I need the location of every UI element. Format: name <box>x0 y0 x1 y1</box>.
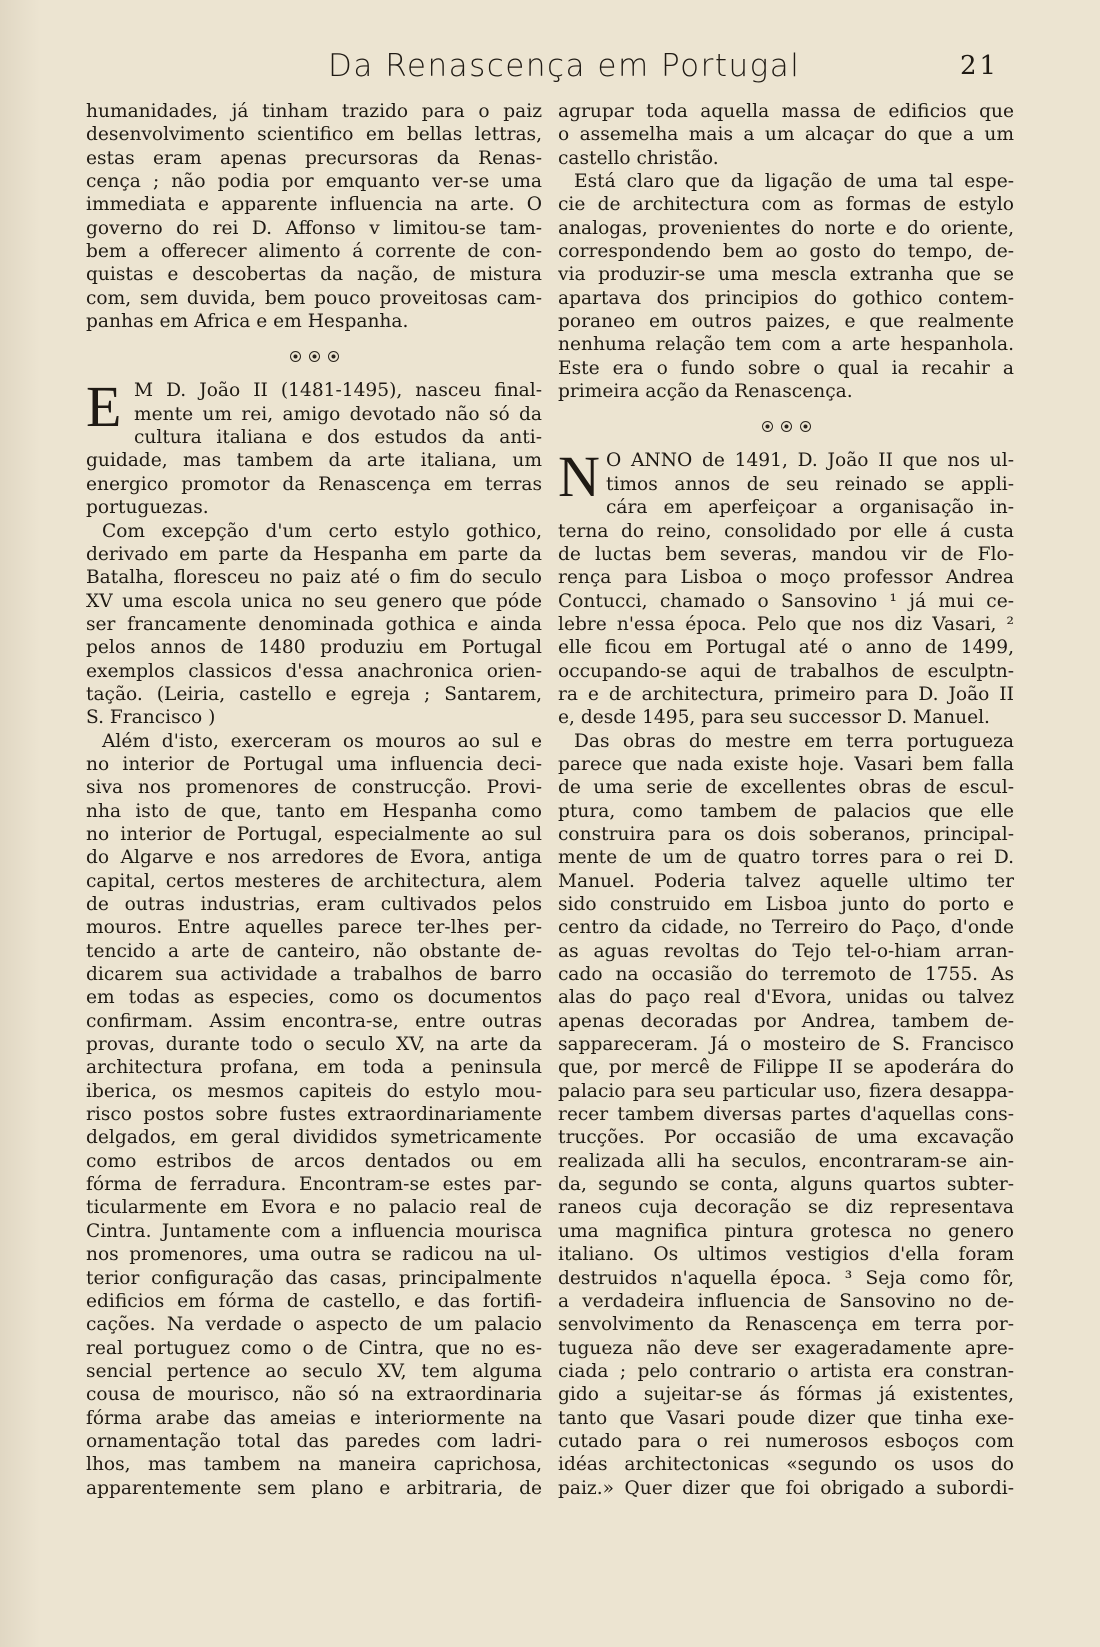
text-line: recer tambem diversas partes d'aquellas cons- <box>558 1104 1014 1126</box>
text-line: Está claro que da ligação de uma tal espe- <box>574 171 1014 193</box>
text-line: cára em aperfeiçoar a organisação in- <box>606 497 1014 519</box>
paragraph <box>86 100 542 333</box>
text-line: tencido a arte de canteiro, não obstante de- <box>86 940 542 962</box>
text-line: capital, certos mesteres de architectura, alem <box>86 870 542 892</box>
text-line: sappareceram. Já o mosteiro de S. Francisco <box>558 1034 1014 1056</box>
text-line: agrupar toda aquella massa de edificios que <box>558 101 1014 122</box>
ornament-dot-icon <box>781 421 792 432</box>
text-line: cado na occasião do terremoto de 1755. As <box>558 964 1014 986</box>
text-line: alas do paço real d'Evora, unidas ou talvez <box>558 987 1014 1009</box>
text-line: nenhuma relação tem com a arte hespanhola. <box>558 334 1014 356</box>
drop-cap: E <box>86 374 122 440</box>
ornament-dot-icon <box>762 421 773 432</box>
text-line: no interior de Portugal, especialmente ao sul <box>86 823 542 845</box>
text-line: que, por mercê de Filippe II se apoderára do <box>558 1057 1014 1079</box>
ornament-dot-icon <box>290 351 301 362</box>
text-line: quistas e descobertas da nação, de mistura <box>86 264 542 286</box>
text-line: as aguas revoltas do Tejo tel-o-hiam arran- <box>558 940 1014 962</box>
text-line: governo do rei D. Affonso v limitou-se tam- <box>86 217 542 239</box>
text-line: mouros. Entre aquelles parece ter-lhes per- <box>86 917 542 939</box>
text-line: dicarem sua actividade a trabalhos de barro <box>86 964 542 986</box>
text-line: risco postos sobre fustes extraordinariamente <box>86 1104 542 1126</box>
text-line: com, sem duvida, bem pouco proveitosas cam- <box>86 287 542 309</box>
text-line: nha isto de que, tanto em Hespanha como <box>86 800 542 822</box>
paragraph <box>558 100 1014 170</box>
text-line: Batalha, floresceu no paiz até o fim do seculo <box>86 567 542 589</box>
text-line: sencial pertence ao seculo XV, tem alguma <box>86 1360 542 1382</box>
text-line: cença ; não podia por emquanto ver-se uma <box>86 171 542 193</box>
section-ornament <box>86 333 542 379</box>
text-line: immediata e apparente influencia na arte. O <box>86 194 542 216</box>
text-line: da, segundo se conta, alguns quartos subter- <box>558 1174 1014 1196</box>
text-line: palacio para seu particular uso, fizera desappa- <box>558 1080 1014 1102</box>
text-line: idéas architectonicas «segundo os usos do <box>558 1454 1014 1476</box>
text-line: como estribos de arcos dentados ou em <box>86 1150 542 1172</box>
text-line: terna do reino, consolidado por elle á custa <box>558 520 1014 542</box>
text-line: humanidades, já tinham trazido para o paiz <box>86 101 542 122</box>
paragraph <box>558 730 1014 1500</box>
running-head <box>0 48 1100 98</box>
text-line: exemplos classicos d'essa anachronica orien- <box>86 660 542 682</box>
page-number: 21 <box>960 51 1000 81</box>
text-line: senvolvimento da Renascença em terra por- <box>558 1314 1014 1336</box>
text-line: de luctas bem severas, mandou vir de Flo- <box>558 543 1014 565</box>
text-line: delgados, em geral divididos symetricamente <box>86 1127 542 1149</box>
text-line: trucções. Por occasião de uma excavação <box>558 1127 1014 1149</box>
text-line: realizada alli ha seculos, encontraram-se ain- <box>558 1150 1014 1172</box>
text-line: tanto que Vasari poude dizer que tinha exe- <box>558 1407 1014 1429</box>
text-line: pelos annos de 1480 produziu em Portugal <box>86 637 542 659</box>
text-line: architectura profana, em toda a peninsula <box>86 1057 542 1079</box>
text-line: bem a offerecer alimento á corrente de con- <box>86 241 542 263</box>
text-line: poraneo em outros paizes, e que realmente <box>558 311 1014 333</box>
text-line: ornamentação total das paredes com ladri- <box>86 1430 542 1452</box>
text-line: primeira acção da Renascença. <box>558 381 853 403</box>
text-line: cie de architectura com as formas de estylo <box>558 194 1014 216</box>
text-line: do Algarve e nos arredores de Evora, antiga <box>86 847 542 869</box>
text-line: derivado em parte da Hespanha em parte da <box>86 543 542 565</box>
text-line: destruidos n'aquella época. ³ Seja como fôr, <box>558 1267 1014 1289</box>
text-line: Manuel. Poderia talvez aquelle ultimo ter <box>558 870 1014 892</box>
text-line: apparentemente sem plano e arbitraria, de <box>86 1477 542 1499</box>
text-line: cações. Na verdade o aspecto de um palacio <box>86 1314 542 1336</box>
text-line: iberica, os mesmos capiteis do estylo mou- <box>86 1080 542 1102</box>
text-line: confirmam. Assim encontra-se, entre outras <box>86 1010 542 1032</box>
text-line: construira para os dois soberanos, principal- <box>558 823 1014 845</box>
text-line: siva nos promenores de construcção. Provi- <box>86 777 542 799</box>
text-line: terior configuração das casas, principalmente <box>86 1267 542 1289</box>
text-line: parece que nada existe hoje. Vasari bem falla <box>558 753 1014 775</box>
text-line: Com excepção d'um certo estylo gothico, <box>102 520 542 542</box>
text-line: cousa de mourisco, não só na extraordinaria <box>86 1384 542 1406</box>
text-line: cultura italiana e dos estudos da anti- <box>134 427 542 449</box>
text-line: Contucci, chamado o Sansovino ¹ já mui ce- <box>558 590 1014 612</box>
text-line: ra e de architectura, primeiro para D. João II <box>558 683 1014 705</box>
text-line: fórma arabe das ameias e interiormente na <box>86 1407 542 1429</box>
text-line: O ANNO de 1491, D. João II que nos ul- <box>606 450 1014 472</box>
text-line: e, desde 1495, para seu successor D. Manuel. <box>558 707 990 729</box>
paragraph-with-dropcap <box>86 374 542 519</box>
page-title: Da Renascença em Portugal <box>328 48 801 84</box>
text-line: tação. (Leiria, castello e egreja ; Santarem, <box>86 683 542 705</box>
text-line: estas eram apenas precursoras da Renas- <box>86 147 542 169</box>
text-line: centro da cidade, no Terreiro do Paço, d'onde <box>558 917 1014 939</box>
text-line: elle ficou em Portugal até o anno de 1499, <box>558 637 1014 659</box>
text-line: XV uma escola unica no seu genero que póde <box>86 590 542 612</box>
text-line: fórma de ferradura. Encontram-se estes par- <box>86 1174 542 1196</box>
text-line: lhos, mas tambem na maneira caprichosa, <box>86 1454 542 1476</box>
drop-cap: N <box>558 444 600 510</box>
text-line: analogas, provenientes do norte e do oriente, <box>558 217 1014 239</box>
text-line: ciada ; pelo contrario o artista era constran- <box>558 1360 1014 1382</box>
text-line: apartava dos principios do gothico contem- <box>558 287 1014 309</box>
text-line: panhas em Africa e em Hespanha. <box>86 311 409 333</box>
text-line: energico promotor da Renascença em terras <box>86 473 542 495</box>
text-line: tugueza não deve ser exageradamente apre- <box>558 1337 1014 1359</box>
text-line: provas, durante todo o seculo XV, na arte da <box>86 1034 542 1056</box>
text-line: mente de um de quatro torres para o rei D. <box>558 847 1014 869</box>
text-line: M D. João II (1481-1495), nasceu final- <box>134 380 542 402</box>
left-column <box>86 100 542 1500</box>
text-line: cutado para o rei numerosos esboços com <box>558 1430 1014 1452</box>
text-line: raneos cuja decoração se diz representava <box>558 1197 1014 1219</box>
text-line: de uma serie de excellentes obras de escul- <box>558 777 1014 799</box>
section-ornament <box>558 403 1014 449</box>
text-line: desenvolvimento scientifico em bellas lettras, <box>86 124 542 146</box>
paragraph <box>86 520 542 730</box>
text-line: em todas as especies, como os documentos <box>86 987 542 1009</box>
text-line: o assemelha mais a um alcaçar do que a um <box>558 124 1014 146</box>
text-line: rença para Lisboa o moço professor Andrea <box>558 567 1014 589</box>
text-line: Das obras do mestre em terra portugueza <box>574 730 1014 752</box>
text-line: Este era o fundo sobre o qual ia recahir a <box>558 357 1014 379</box>
text-line: guidade, mas tambem da arte italiana, um <box>86 450 542 472</box>
text-line: ser francamente denominada gothica e ainda <box>86 613 542 635</box>
text-line: correspondendo bem ao gosto do tempo, de- <box>558 241 1014 263</box>
paragraph-with-dropcap <box>558 444 1014 729</box>
text-line: via produzir-se uma mescla extranha que se <box>558 264 1014 286</box>
text-line: paiz.» Quer dizer que foi obrigado a subordi- <box>558 1477 1014 1499</box>
paragraph <box>86 730 542 1500</box>
text-line: Além d'isto, exerceram os mouros ao sul e <box>102 730 542 752</box>
text-line: ticularmente em Evora e no palacio real de <box>86 1197 542 1219</box>
text-line: nos promenores, uma outra se radicou na ul- <box>86 1244 542 1266</box>
ornament-dot-icon <box>309 351 320 362</box>
text-line: sido construido em Lisboa junto do porto e <box>558 894 1014 915</box>
text-line: edificios em fórma de castello, e das fortifi- <box>86 1290 542 1312</box>
text-line: no interior de Portugal uma influencia deci- <box>86 753 542 775</box>
text-line: portuguezas. <box>86 497 209 519</box>
text-line: ptura, como tambem de palacios que elle <box>558 800 1014 822</box>
text-line: gido a sujeitar-se ás fórmas já existentes, <box>558 1384 1014 1406</box>
text-line: lebre n'essa época. Pelo que nos diz Vasari, ² <box>558 613 1014 635</box>
text-line: mente um rei, amigo devotado não só da <box>134 403 542 425</box>
paragraph <box>558 170 1014 403</box>
text-line: de outras industrias, eram cultivados pelos <box>86 894 542 915</box>
text-line: real portuguez como o de Cintra, que no es- <box>86 1337 542 1359</box>
text-line: timos annos de seu reinado se appli- <box>606 473 1014 495</box>
text-line: castello christão. <box>558 147 719 169</box>
text-line: S. Francisco ) <box>86 707 216 729</box>
text-line: a verdadeira influencia de Sansovino no de- <box>558 1290 1014 1312</box>
ornament-dot-icon <box>328 351 339 362</box>
text-line: italiano. Os ultimos vestigios d'ella foram <box>558 1244 1014 1266</box>
text-line: uma magnifica pintura grotesca no genero <box>558 1220 1014 1242</box>
text-line: occupando-se aqui de trabalhos de esculptn- <box>558 660 1014 682</box>
right-column <box>558 100 1014 1500</box>
text-line: apenas decoradas por Andrea, tambem de- <box>558 1010 1014 1032</box>
ornament-dot-icon <box>800 421 811 432</box>
text-line: Cintra. Juntamente com a influencia mourisca <box>86 1220 542 1242</box>
